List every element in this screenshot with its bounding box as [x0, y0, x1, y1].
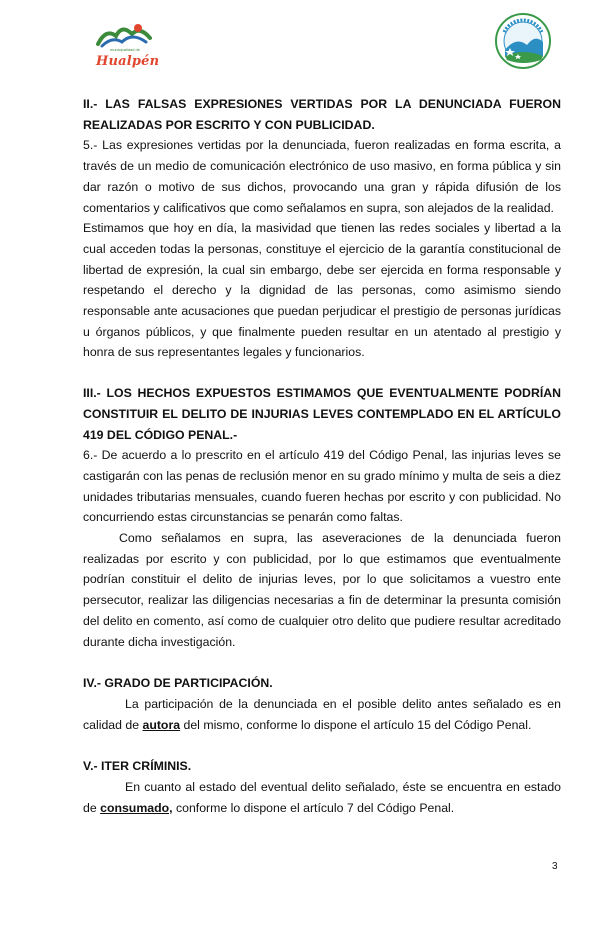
section-spacer — [83, 652, 561, 673]
autora-emphasis: autora — [142, 717, 181, 732]
certification-seal-icon — [494, 12, 552, 70]
section-iv-paragraph — [83, 694, 561, 735]
hualpen-logo-mark — [92, 20, 158, 50]
section-v-text-before: En cuanto al estado del eventual delito señalado, éste se encuentra en estado de — [83, 780, 561, 815]
section-v-paragraph — [83, 777, 561, 818]
section-iv-text-before: La participación de la denunciada en el posible delito antes señalado es en calidad de — [83, 696, 561, 732]
section-ii-paragraph-5: 5.- Las expresiones vertidas por la denunciada, fueron realizadas en forma escrita, a través de un medio de comunicación electrónico de uso masivo, en forma pública y sin dar razón o motivo de sus dichos, provocando una gran y rápida difusión de los comentarios y calificativos que como señalamos en supra, son alejados de la realidad. — [83, 138, 561, 215]
section-spacer — [83, 735, 561, 756]
document-body — [83, 94, 561, 819]
consumado-emphasis: consumado, — [100, 800, 173, 815]
section-spacer — [83, 363, 561, 383]
section-iii-paragraph-como: Como señalamos en supra, las aseveraciones de la denunciada fueron realizadas por escrito y con publicidad, por lo que estimamos que eventualmente podrían constituir el delito de injurias leves, por lo que solicitamos a vuestro ente persecutor, realizar las diligencias necesarias a fin de determinar la presunta comisión del delito en comento, así como de cualquier otro delito que pudiere resultar acreditado durante dicha investigación. — [83, 531, 561, 649]
section-v-heading: V.- ITER CRÍMINIS. — [83, 759, 192, 774]
hualpen-logo — [92, 20, 158, 72]
section-iv-heading: IV.- GRADO DE PARTICIPACIÓN. — [83, 676, 273, 691]
page-number: 3 — [552, 861, 558, 872]
section-ii-heading: II.- LAS FALSAS EXPRESIONES VERTIDAS POR LA DENUNCIADA FUERON REALIZADAS POR ESCRITO Y CON PUBLICIDAD. — [83, 97, 561, 132]
section-iii-heading: III.- LOS HECHOS EXPUESTOS ESTIMAMOS QUE EVENTUALMENTE PODRÍAN CONSTITUIR EL DELITO DE INJURIAS LEVES CONTEMPLADO EN EL ARTÍCULO 419 DEL CÓDIGO PENAL.- — [83, 386, 561, 442]
section-ii-paragraph-estimamos: Estimamos que hoy en día, la masividad que tienen las redes sociales y libertad a la cual acceden todas la personas, constituye el ejercicio de la garantía constitucional de libertad de expresión, la cual sin embargo, debe ser ejercida en forma responsable y respetando el derecho y la dignidad de las personas, como asimismo siendo responsable ante acusaciones que puedan perjudicar el prestigio de personas jurídicas u órganos públicos, y que finalmente pueden resultar en un atentado al prestigio y honra de sus representantes legales y funcionarios. — [83, 221, 561, 360]
section-iii-paragraph-6: 6.- De acuerdo a lo prescrito en el artículo 419 del Código Penal, las injurias leves se castigarán con las penas de reclusión menor en su grado mínimo y multa de seis a diez unidades tributarias mensuales, cuando fueren hechas por escrito y con publicidad. No concurriendo estas circunstancias se penarán como faltas. — [83, 448, 561, 525]
hualpen-brand: Hualpén — [96, 54, 160, 69]
hualpen-tagline: municipalidad de — [109, 47, 141, 52]
section-v-text-after: conforme lo dispone el artículo 7 del Código Penal. — [172, 800, 455, 815]
certification-seal-logo — [494, 12, 552, 70]
section-iv-text-after: del mismo, conforme lo dispone el artículo 15 del Código Penal. — [180, 717, 532, 732]
